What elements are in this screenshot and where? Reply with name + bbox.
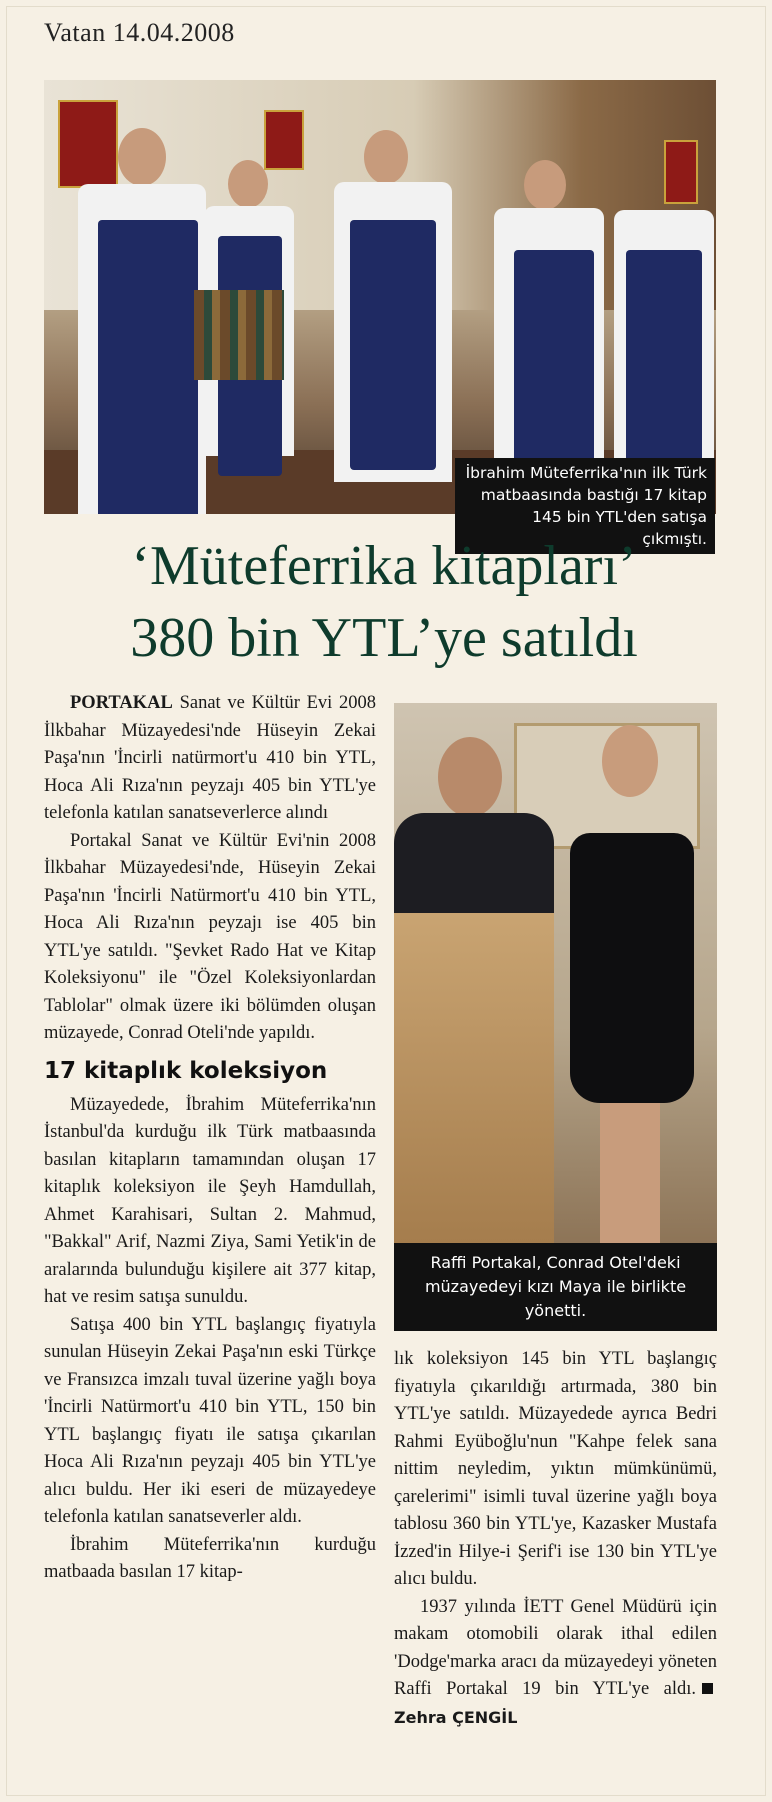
article-paragraph xyxy=(394,1594,717,1733)
auction-photo xyxy=(44,80,716,514)
photo-top-caption: İbrahim Müteferrika'nın ilk Türk matbaasında bastığı 17 kitap 145 bin YTL'den satışa çıkmıştı. xyxy=(455,458,715,554)
article-paragraph: Satışa 400 bin YTL başlangıç fiyatıyla sunulan Hüseyin Zekai Paşa'nın eski Türkçe ve Fransızca imzalı tuval üzerine yağlı boya 'İncirli Natürmort'u 410 bin YTL, 150 bin YTL başlangıç fiyatı ile satışa çıkarılan Hoca Ali Rıza'nın peyzajı 405 bin YTL'ye alıcı buldu. Her iki eseri de müzayedeye telefonla katılan sanatseverler aldı. xyxy=(44,1314,376,1527)
headline-line2: 380 bin YTL’ye satıldı xyxy=(130,607,638,669)
article-paragraph: Portakal Sanat ve Kültür Evi'nin 2008 İlkbahar Müzayedesi'nde, Hüseyin Zekai Paşa'nın 'İncirli Natürmort'u 410 bin YTL, Hoca Ali Rıza'nın peyzajı ise 405 bin YTL'ye satıldı. "Şevket Rado Hat ve Kitap Koleksiyonu" ile "Özel Koleksiyonlardan Tablolar" olmak üzere iki bölümden oluşan müzayede, Conrad Oteli'nde yapıldı. xyxy=(44,830,376,1043)
lead-word: PORTAKAL xyxy=(70,693,173,713)
article-paragraph: Müzayedede, İbrahim Müteferrika'nın İstanbul'da kurduğu ilk Türk matbaasında basılan kitapların tamamından oluşan 17 kitaplık koleksiyon ile Şeyh Hamdullah, Ahmet Karahisari, Sultan 2. Mahmud, "Bakkal" Arif, Nazmi Ziya, Sami Yetik'in de aralarında bulunduğu kişilere ait 377 kitap, hat ve resim satışa sunuldu. xyxy=(44,1094,376,1307)
photo-woman-head xyxy=(602,725,658,797)
article-column-right xyxy=(394,1346,717,1732)
photo-woman-legs xyxy=(600,1103,660,1243)
headline xyxy=(44,530,724,674)
subheading: 17 kitaplık koleksiyon xyxy=(44,1057,328,1084)
source-line: Vatan 14.04.2008 xyxy=(44,18,235,47)
portrait-photo xyxy=(394,703,717,1243)
article-paragraph: lık koleksiyon 145 bin YTL başlangıç fiyatıyla çıkarıldığı artırmada, 380 bin YTL'ye satıldı. Müzayedede ayrıca Bedri Rahmi Eyüboğlu'nun "Kahpe felek sana nittim neyledim, yıktın mümkünümü, çarelerimi" isimli tuval üzerine yağlı boya tablosu 360 bin YTL'ye, Kazasker Mustafa İzzed'in Hilye-i Şerif'i ise 130 bin YTL'ye alıcı buldu. xyxy=(394,1349,717,1589)
byline: Zehra ÇENGİL xyxy=(394,1707,518,1727)
article-column-left xyxy=(44,690,376,1587)
closing-text: 1937 yılında İETT Genel Müdürü için makam otomobili olarak ithal edilen 'Dodge'marka aracı da müzayedeyi yöneten Raffi Portakal 19 bin YTL'ye aldı. xyxy=(394,1596,717,1699)
photo-man-head xyxy=(438,737,502,817)
article-paragraph: İbrahim Müteferrika'nın kurduğu matbaada basılan 17 kitap- xyxy=(44,1534,376,1582)
photo-podium xyxy=(394,913,554,1243)
lead-paragraph xyxy=(44,690,376,828)
lead-text: Sanat ve Kültür Evi 2008 İlkbahar Müzayedesi'nde Hüseyin Zekai Paşa'nın 'İncirli natürmort'u 410 bin YTL, Hoca Ali Rıza'nın peyzajı 405 bin YTL'ye telefonla katılan sanatseverlerce alındı xyxy=(44,693,377,823)
photo-right-caption: Raffi Portakal, Conrad Otel'deki müzayedeyi kızı Maya ile birlikte yönetti. xyxy=(394,1243,717,1331)
headline-line1: ‘Müteferrika kitapları’ xyxy=(131,535,637,597)
photo-woman-body xyxy=(570,833,694,1103)
byline-square-icon xyxy=(702,1683,713,1694)
photo-books xyxy=(194,290,284,380)
